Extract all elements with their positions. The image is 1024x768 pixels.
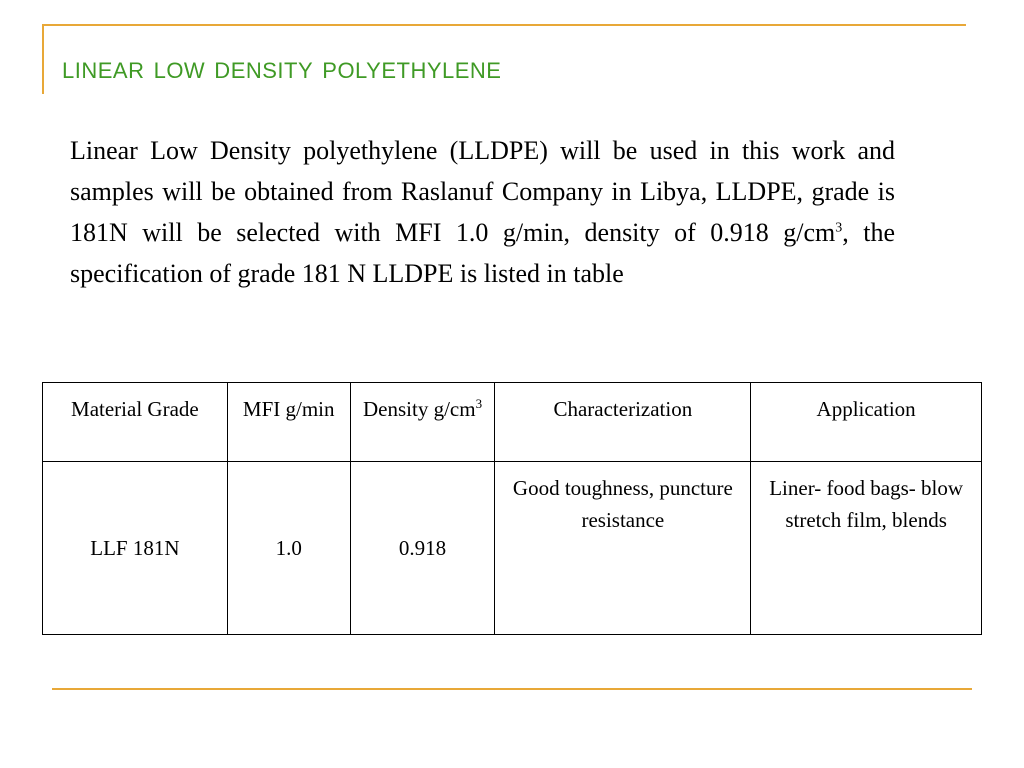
cell-density: 0.918 [350,462,495,635]
slide-title: linear low density polyethylene [62,50,502,85]
header-application: Application [751,383,982,462]
header-material-grade: Material Grade [43,383,228,462]
header-density-superscript: 3 [475,396,483,411]
cell-application: Liner- food bags- blow stretch film, blends [751,462,982,635]
table-row [43,462,982,635]
paragraph-text-part-2: , the specification of grade 181 N LLDPE is listed in table [70,218,896,288]
left-accent-line [42,24,44,94]
header-characterization: Characterization [495,383,751,462]
cubic-superscript: 3 [835,220,843,236]
bottom-accent-line [52,688,972,690]
header-mfi: MFI g/min [227,383,350,462]
header-density-text: Density g/cm [363,397,476,421]
top-accent-line [42,24,966,26]
cell-mfi: 1.0 [227,462,350,635]
table-header-row [43,383,982,462]
cell-characterization: Good toughness, puncture resistance [495,462,751,635]
specification-table [42,382,982,635]
cell-material-grade: LLF 181N [43,462,228,635]
body-paragraph [70,130,895,294]
header-density [350,383,495,462]
paragraph-text-part-1: Linear Low Density polyethylene (LLDPE) will be used in this work and samples will be obtained from Raslanuf Company in Libya, LLDPE, grade is 181N will be selected with MFI 1.0 g/min, density of 0.918 g/cm [70,136,895,247]
